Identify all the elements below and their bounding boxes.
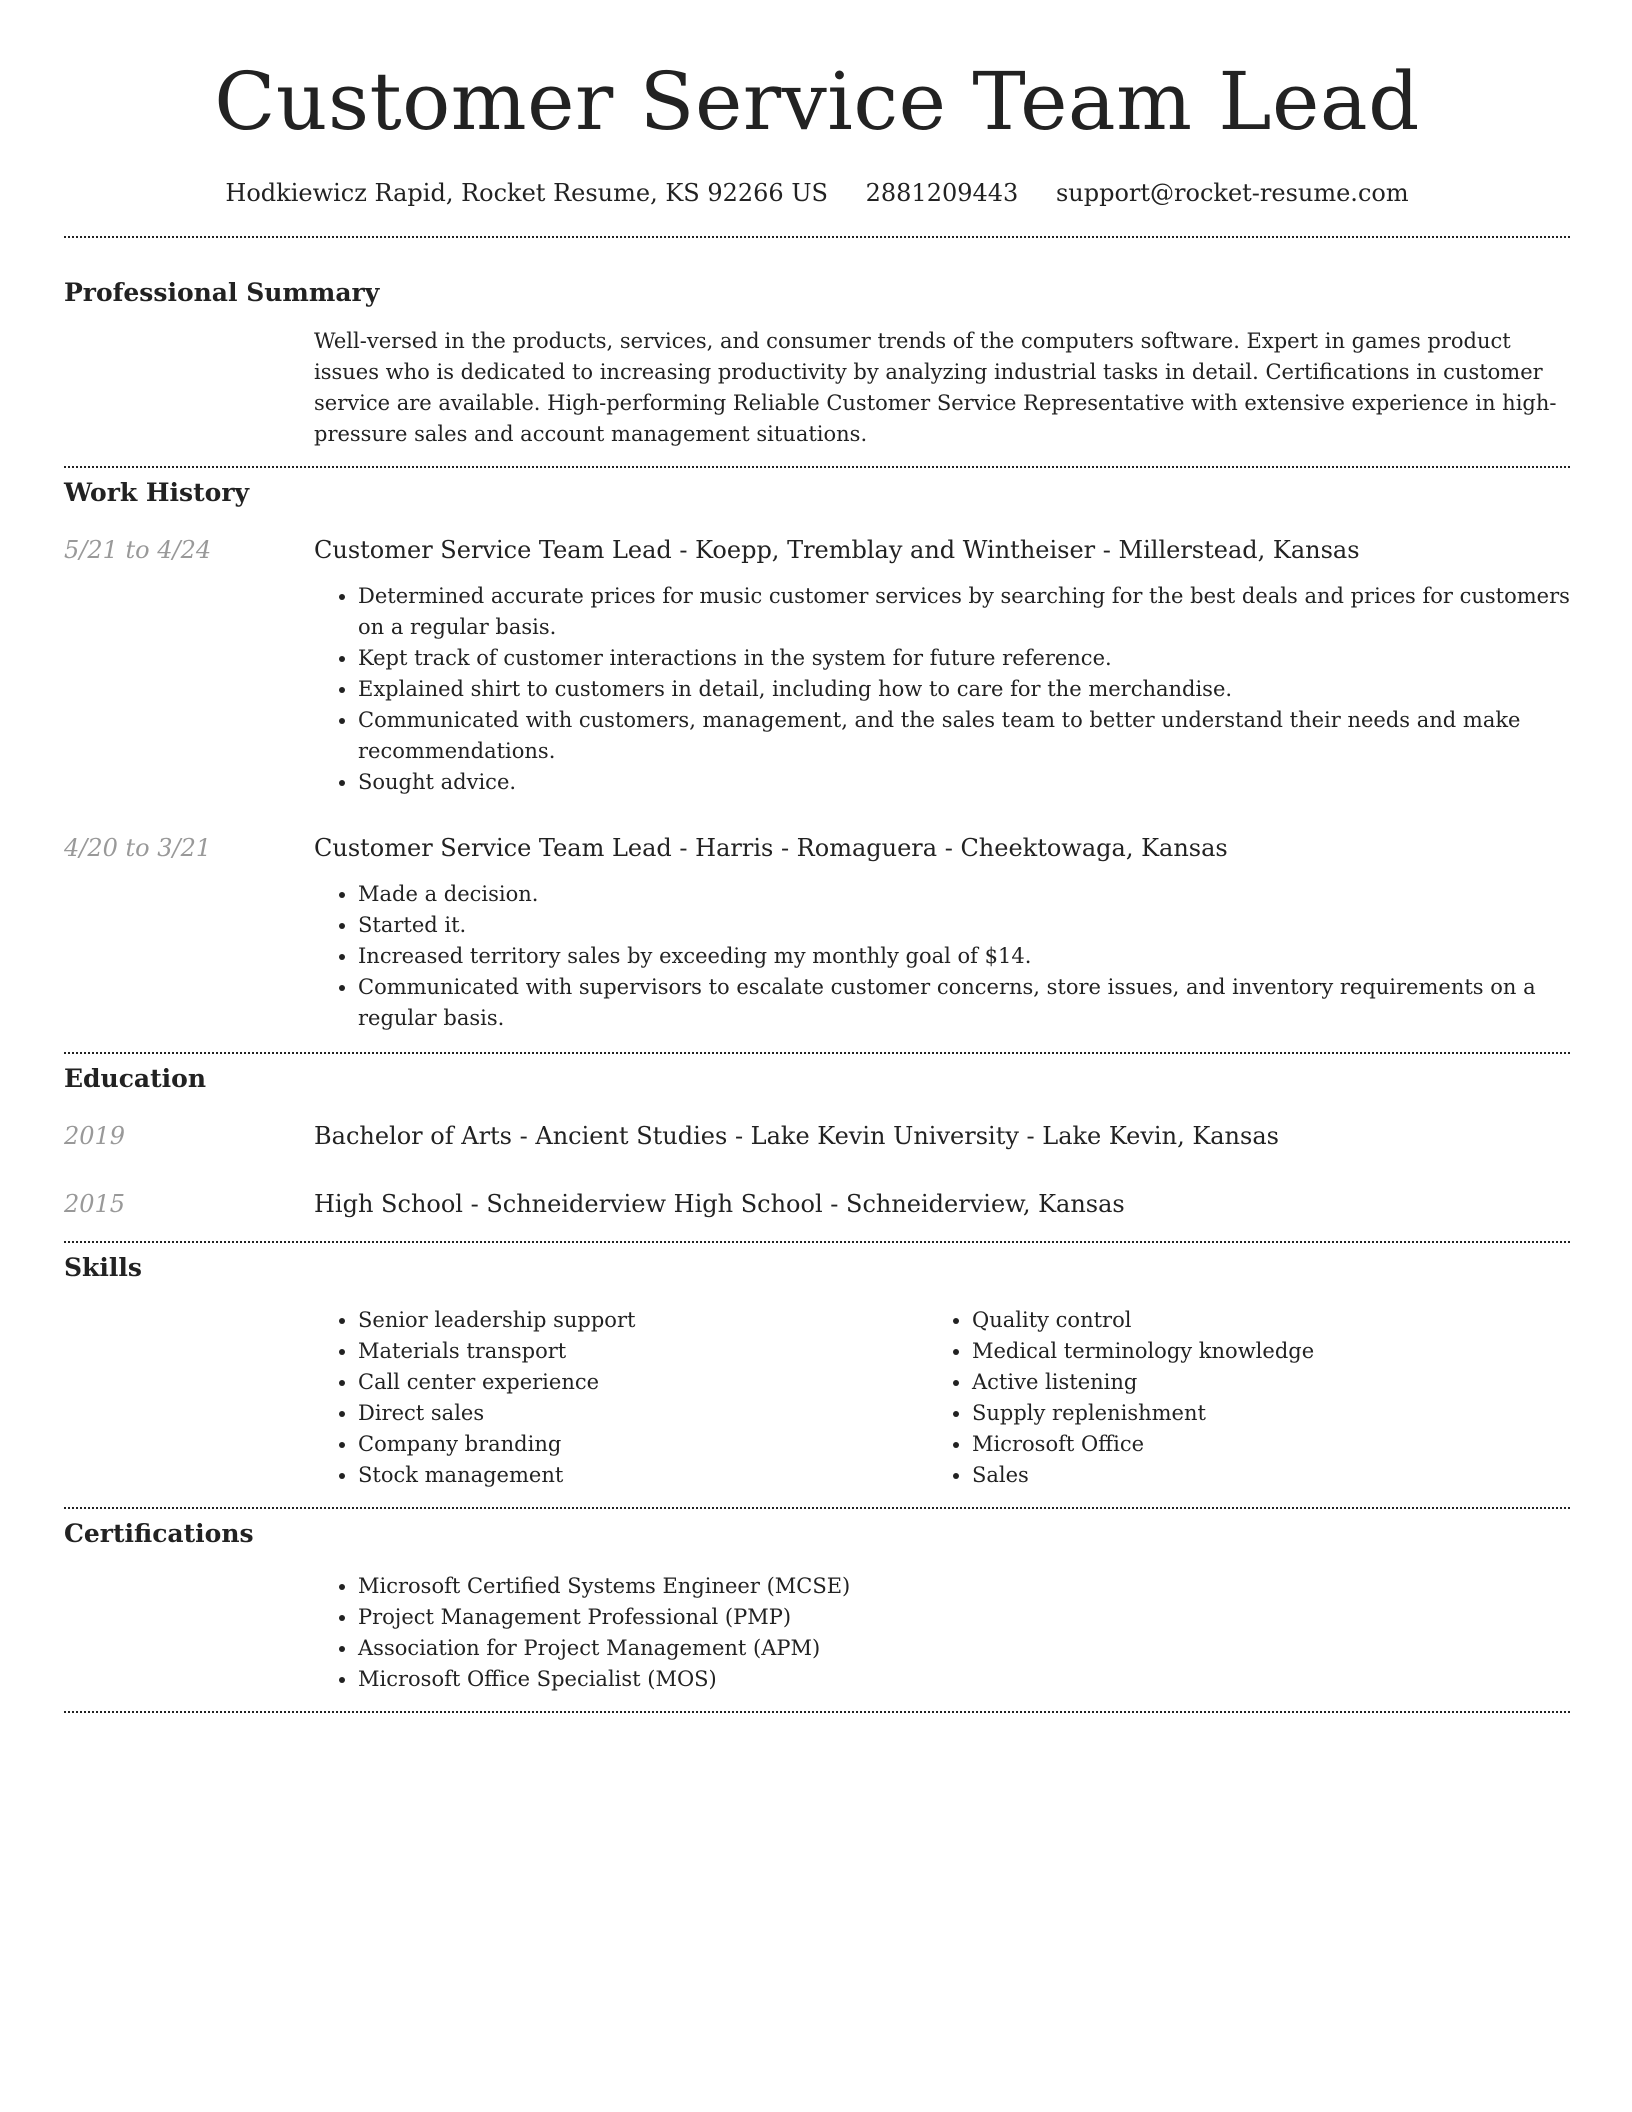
list-item: • Sought advice. bbox=[358, 767, 1570, 798]
contact-line bbox=[64, 176, 1570, 210]
certifications-section bbox=[64, 1517, 1570, 1695]
section-divider bbox=[64, 1507, 1570, 1509]
list-item: • Medical terminology knowledge bbox=[972, 1336, 1542, 1367]
skills-list-right bbox=[928, 1305, 1542, 1491]
summary-text: Well-versed in the products, services, and consumer trends of the computers software. Expert in games product issues who is dedicated to increasing productivity by analyzing industrial tasks in detail. Certifications in customer service are available. High-performing Reliable Customer Service Representative with extensive experience in high-pressure sales and account management situations. bbox=[314, 329, 1557, 446]
section-title-education: Education bbox=[64, 1064, 207, 1093]
list-item: • Company branding bbox=[358, 1429, 928, 1460]
list-item: • Senior leadership support bbox=[358, 1305, 928, 1336]
section-divider bbox=[64, 1241, 1570, 1243]
education-section bbox=[64, 1062, 1570, 1221]
education-date: 2019 bbox=[64, 1122, 126, 1150]
list-item: • Started it. bbox=[358, 910, 1570, 941]
section-title-certifications: Certifications bbox=[64, 1519, 254, 1548]
candidate-name: Customer Service Team Lead bbox=[214, 55, 1420, 148]
list-item: • Microsoft Certified Systems Engineer (MCSE) bbox=[358, 1571, 1570, 1602]
section-divider bbox=[64, 1711, 1570, 1713]
contact-email: support@rocket-resume.com bbox=[1055, 179, 1409, 207]
education-text: Bachelor of Arts - Ancient Studies - Lake Kevin University - Lake Kevin, Kansas bbox=[314, 1122, 1279, 1150]
list-item: • Communicated with customers, management, and the sales team to better understand their needs and make recommendations. bbox=[358, 705, 1570, 767]
list-item: • Communicated with supervisors to escalate customer concerns, store issues, and inventory requirements on a regular basis. bbox=[358, 972, 1570, 1034]
section-title-skills: Skills bbox=[64, 1253, 142, 1282]
job-date: 4/20 to 3/21 bbox=[64, 834, 212, 862]
resume-page bbox=[64, 0, 1570, 1713]
section-title-summary: Professional Summary bbox=[64, 278, 380, 307]
section-divider bbox=[64, 1052, 1570, 1054]
education-entry bbox=[64, 1187, 1570, 1221]
list-item: • Association for Project Management (APM) bbox=[358, 1633, 1570, 1664]
list-item: • Kept track of customer interactions in the system for future reference. bbox=[358, 643, 1570, 674]
job-title: Customer Service Team Lead - Harris - Romaguera - Cheektowaga, Kansas bbox=[314, 834, 1228, 862]
certifications-list bbox=[314, 1571, 1570, 1695]
list-item: • Project Management Professional (PMP) bbox=[358, 1602, 1570, 1633]
section-title-work: Work History bbox=[64, 478, 250, 507]
contact-phone: 2881209443 bbox=[865, 179, 1019, 207]
skills-section bbox=[64, 1251, 1570, 1491]
section-divider bbox=[64, 466, 1570, 468]
education-entry bbox=[64, 1119, 1570, 1153]
job-entry bbox=[64, 831, 1570, 1034]
list-item: • Determined accurate prices for music customer services by searching for the best deals and prices for customers on a regular basis. bbox=[358, 581, 1570, 643]
list-item: • Quality control bbox=[972, 1305, 1542, 1336]
list-item: • Increased territory sales by exceeding my monthly goal of $14. bbox=[358, 941, 1570, 972]
list-item: • Microsoft Office bbox=[972, 1429, 1542, 1460]
job-bullets bbox=[314, 581, 1570, 798]
job-title: Customer Service Team Lead - Koepp, Tremblay and Wintheiser - Millerstead, Kansas bbox=[314, 536, 1360, 564]
list-item: • Supply replenishment bbox=[972, 1398, 1542, 1429]
list-item: • Microsoft Office Specialist (MOS) bbox=[358, 1664, 1570, 1695]
skills-list-left bbox=[314, 1305, 928, 1491]
list-item: • Sales bbox=[972, 1460, 1542, 1491]
section-divider bbox=[64, 236, 1570, 238]
list-item: • Materials transport bbox=[358, 1336, 928, 1367]
list-item: • Direct sales bbox=[358, 1398, 928, 1429]
summary-section bbox=[64, 276, 1570, 450]
list-item: • Stock management bbox=[358, 1460, 928, 1491]
skills-grid bbox=[314, 1305, 1570, 1491]
work-history-section bbox=[64, 476, 1570, 1034]
job-bullets bbox=[314, 879, 1570, 1034]
education-text: High School - Schneiderview High School - Schneiderview, Kansas bbox=[314, 1190, 1125, 1218]
job-entry bbox=[64, 533, 1570, 798]
list-item: • Active listening bbox=[972, 1367, 1542, 1398]
contact-address: Hodkiewicz Rapid, Rocket Resume, KS 92266 US bbox=[225, 179, 828, 207]
list-item: • Call center experience bbox=[358, 1367, 928, 1398]
education-date: 2015 bbox=[64, 1190, 126, 1218]
list-item: • Made a decision. bbox=[358, 879, 1570, 910]
list-item: • Explained shirt to customers in detail, including how to care for the merchandise. bbox=[358, 674, 1570, 705]
job-date: 5/21 to 4/24 bbox=[64, 536, 212, 564]
